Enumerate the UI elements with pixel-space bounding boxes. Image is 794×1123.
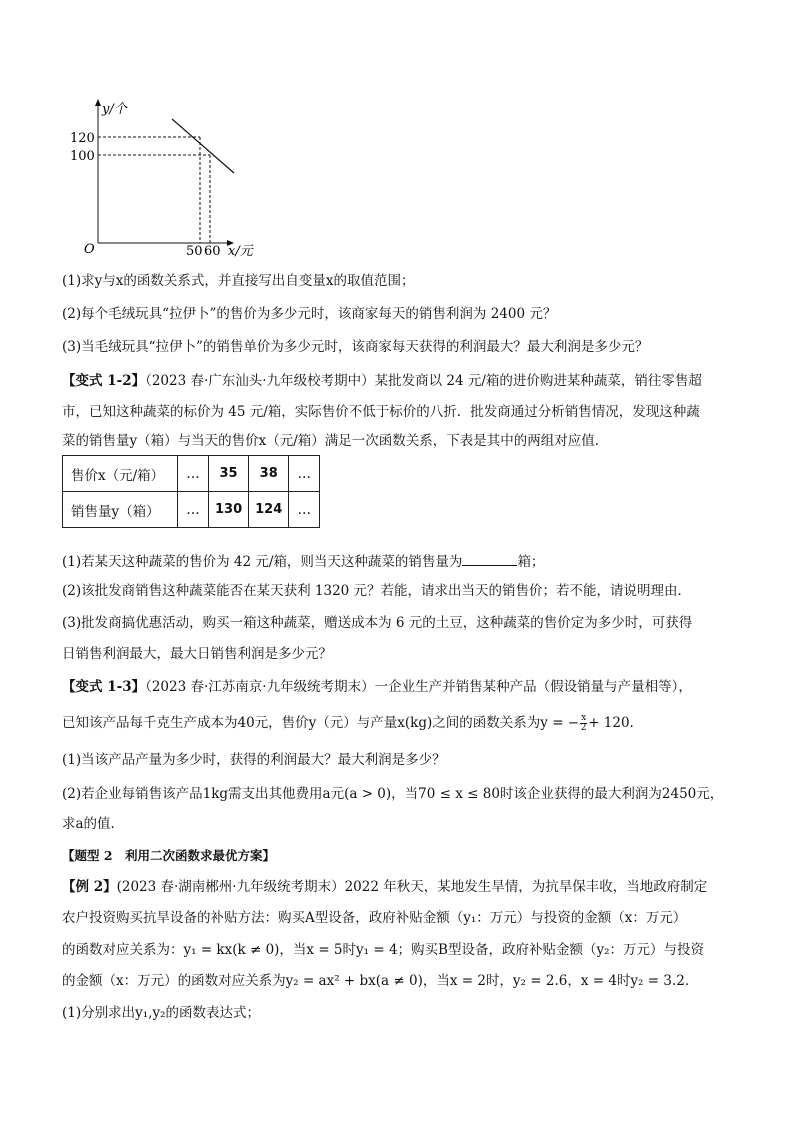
q1-part1: (1)求y与x的函数关系式，并直接写出自变量x的取值范围； [62, 273, 415, 289]
type2-heading: 【题型 2 利用二次函数求最优方案】 [62, 848, 276, 863]
function-line [172, 119, 234, 173]
ex2-line4: 的金额（x：万元）的函数对应关系为y₂ = ax² + bx(a ≠ 0)，当x = 2时，y₂ = 2.6，x = 4时y₂ = 3.2． [62, 973, 699, 989]
table-cell: … [178, 456, 209, 492]
ex2-line1 [62, 878, 707, 896]
v12-line1 [62, 372, 702, 390]
table-cell: 130 [209, 492, 249, 528]
table-cell: 38 [249, 456, 289, 492]
v12-line2: 市，已知这种蔬菜的标价为 45 元/箱，实际售价不低于标价的八折．批发商通过分析销售情况，发现这种蔬 [62, 404, 700, 420]
q1-part3: (3)当毛绒玩具“拉伊卜”的销售单价为多少元时，该商家每天获得的利润最大？最大利润是多少元？ [62, 339, 649, 355]
y-tick-100: 100 [70, 149, 95, 164]
table-cell: … [289, 492, 320, 528]
y-axis-arrow [95, 99, 101, 106]
v13-tag: 【变式 1-3】 [62, 679, 146, 695]
answer-blank [462, 551, 517, 566]
table-row1-head: 售价x（元/箱） [63, 456, 178, 492]
ex2-tag: 【例 2】 [62, 879, 117, 895]
v12-line3: 菜的销售量y（箱）与当天的售价x（元/箱）满足一次函数关系，下表是其中的两组对应值． [62, 433, 609, 449]
y-axis-label: y/个 [102, 102, 127, 117]
table-cell: 124 [249, 492, 289, 528]
v13-text2-post: + 120. [588, 715, 634, 731]
table-row [63, 456, 320, 492]
sales-graph [70, 95, 270, 260]
ex2-line3: 的函数对应关系为：y₁ = kx(k ≠ 0)，当x = 5时y₁ = 4；购买B型设备，政府补贴金额（y₂：万元）与投资 [62, 942, 705, 958]
x-axis-label: x/元 [228, 244, 253, 259]
v12-part1-pre: (1)若某天这种蔬菜的售价为 42 元/箱，则当天这种蔬菜的销售量为 [62, 554, 463, 570]
table-row2-head: 销售量y（箱） [63, 492, 178, 528]
v13-text2-pre: 已知该产品每千克生产成本为40元，售价y（元）与产量x(kg)之间的函数关系为y = − [62, 715, 580, 731]
v13-text1: （2023 春·江苏南京·九年级统考期末）一企业生产并销售某种产品（假设销量与产量相等）， [145, 679, 692, 695]
v12-text1: （2023 春·广东汕头·九年级校考期中）某批发商以 24 元/箱的进价购进某种蔬菜，销往零售超 [145, 373, 702, 389]
ex2-text1: (2023 春·湖南郴州·九年级统考期末）2022 年秋天，某地发生旱情，为抗旱保丰收，当地政府制定 [116, 879, 708, 895]
price-sales-table [62, 455, 320, 528]
fraction [580, 714, 587, 733]
table-cell: 35 [209, 456, 249, 492]
y-tick-120: 120 [70, 131, 95, 146]
ex2-line2: 农户投资购买抗旱设备的补贴方法：购买A型设备，政府补贴金额（y₁：万元）与投资的金额（x：万元） [62, 910, 687, 926]
q1-part2: (2)每个毛绒玩具“拉伊卜”的售价为多少元时，该商家每天的销售利润为 2400 元？ [62, 306, 557, 322]
v13-part2: (2)若企业每销售该产品1kg需支出其他费用a元(a > 0)，当70 ≤ x ≤ 80时该企业获得的最大利润为2450元， [62, 786, 724, 802]
ex2-part1: (1)分别求出y₁,y₂的函数表达式； [62, 1005, 260, 1021]
fraction-den: 2 [580, 723, 587, 733]
v12-part2: (2)该批发商销售这种蔬菜能否在某天获利 1320 元？若能，请求出当天的销售价；若不能，请说明理由． [62, 583, 692, 599]
v12-part3a: (3)批发商搞优惠活动，购买一箱这种蔬菜，赠送成本为 6 元的土豆，这种蔬菜的售价定为多少时，可获得 [62, 615, 693, 631]
x-tick-50: 50 [186, 244, 203, 259]
v13-line1 [62, 678, 692, 696]
table-cell: … [289, 456, 320, 492]
x-tick-60: 60 [204, 244, 221, 259]
table-row [63, 492, 320, 528]
v13-part1: (1)当该产品产量为多少时，获得的利润最大？最大利润是多少？ [62, 752, 446, 768]
v12-part1 [62, 551, 544, 571]
v13-part2b: 求a的值. [62, 816, 115, 832]
origin-label: O [84, 242, 95, 257]
v12-part1-post: 箱； [517, 554, 545, 570]
v13-line2 [62, 714, 634, 733]
fraction-num: x [581, 713, 587, 723]
table-cell: … [178, 492, 209, 528]
v12-part3b: 日销售利润最大，最大日销售利润是多少元？ [62, 646, 332, 662]
v12-tag: 【变式 1-2】 [62, 373, 146, 389]
